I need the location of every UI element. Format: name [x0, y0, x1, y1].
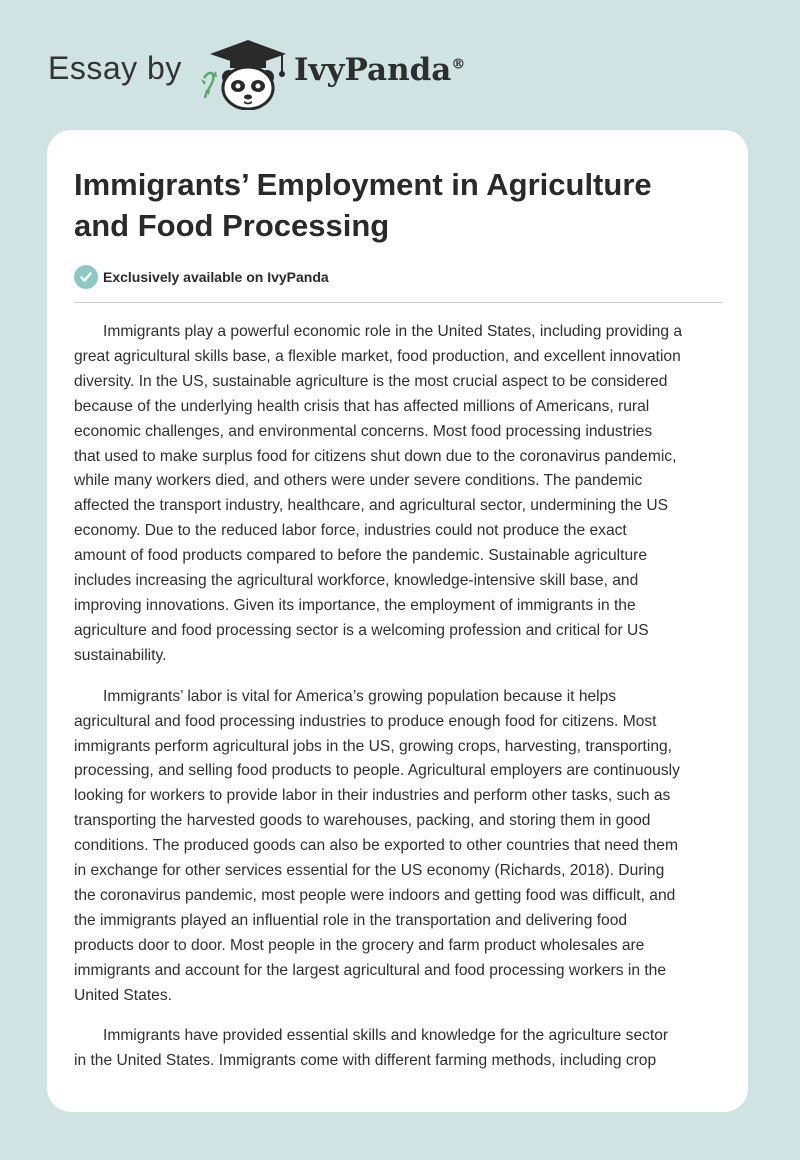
paragraph-line: transporting the harvested goods to warehouses, packing, and storing them in good — [74, 812, 651, 830]
brand-name: IvyPanda — [294, 52, 452, 88]
essay-paragraph — [74, 320, 724, 669]
paragraph-line: immigrants perform agricultural jobs in the US, growing crops, harvesting, transporting, — [74, 737, 673, 755]
paragraph-line: Immigrants play a powerful economic role in the United States, including providing a — [103, 323, 683, 340]
paragraph-line: the coronavirus pandemic, most people were indoors and getting food was difficult, and — [74, 886, 676, 904]
paragraph-line: the immigrants played an influential role in the transportation and delivering food — [74, 911, 628, 929]
trademark-symbol: ® — [451, 56, 466, 73]
paragraph-line: that used to make surplus food for citizens shut down due to the coronavirus pandemic, — [74, 447, 677, 465]
badge-text: Exclusively available on IvyPanda — [103, 269, 329, 285]
paragraph-line: United States. — [74, 986, 172, 1004]
paragraph-line: in the United States. Immigrants come with different farming methods, including crop — [74, 1052, 657, 1070]
essay-by-label: Essay by — [48, 50, 182, 86]
paragraph-line: immigrants and account for the largest agricultural and food processing workers in the — [74, 961, 666, 979]
site-header — [0, 0, 800, 130]
paragraph-line: economic challenges, and environmental concerns. Most food processing industries — [74, 422, 653, 440]
essay-paragraph — [74, 1024, 724, 1074]
divider — [74, 302, 723, 303]
paragraph-line: while many workers died, and others were under severe conditions. The pandemic — [74, 472, 643, 490]
paragraph-line: Immigrants’ labor is vital for America’s growing population because it helps — [103, 687, 617, 705]
paragraph-line: affected the transport industry, healthcare, and agricultural sector, undermining the US — [74, 497, 669, 515]
paragraph-line: economy. Due to the reduced labor force, industries could not produce the exact — [74, 522, 627, 540]
exclusive-badge — [74, 264, 329, 290]
paragraph-line: agriculture and food processing sector is a welcoming profession and critical for US — [74, 621, 649, 639]
paragraph-line: great agricultural skills base, a flexible market, food production, and excellent innovation — [74, 347, 681, 365]
paragraph-line: sustainability. — [74, 646, 167, 664]
panda-graduate-icon[interactable] — [200, 36, 290, 110]
paragraph-line: amount of food products compared to before the pandemic. Sustainable agriculture — [74, 547, 647, 565]
paragraph-line: in exchange for other services essential for the US economy (Richards, 2018). During — [74, 862, 665, 880]
paragraph-line: because of the underlying health crisis that has affected millions of Americans, rural — [74, 397, 650, 415]
brand-logo[interactable] — [294, 52, 465, 88]
check-circle-icon — [74, 265, 98, 289]
paragraph-line: agricultural and food processing industries to produce enough food for citizens. Most — [74, 712, 657, 730]
paragraph-line: Immigrants have provided essential skills and knowledge for the agriculture sector — [103, 1027, 669, 1045]
essay-body — [74, 320, 724, 1090]
paragraph-line: diversity. In the US, sustainable agriculture is the most crucial aspect to be considered — [74, 372, 668, 390]
essay-card — [47, 130, 748, 1112]
paragraph-line: processing, and selling food products to people. Agricultural employers are continuously — [74, 762, 680, 780]
title-line: and Food Processing — [74, 208, 390, 243]
paragraph-line: includes increasing the agricultural workforce, knowledge-intensive skill base, and — [74, 572, 639, 590]
essay-paragraph — [74, 685, 724, 1009]
paragraph-line: conditions. The produced goods can also be exported to other countries that need them — [74, 837, 678, 855]
paragraph-line: looking for workers to provide labor in their industries and perform other tasks, such as — [74, 787, 671, 805]
title-line: Immigrants’ Employment in Agriculture — [74, 167, 652, 202]
essay-title — [74, 164, 724, 246]
paragraph-line: improving innovations. Given its importance, the employment of immigrants in the — [74, 596, 636, 614]
paragraph-line: products door to door. Most people in the grocery and farm product wholesales are — [74, 936, 645, 954]
